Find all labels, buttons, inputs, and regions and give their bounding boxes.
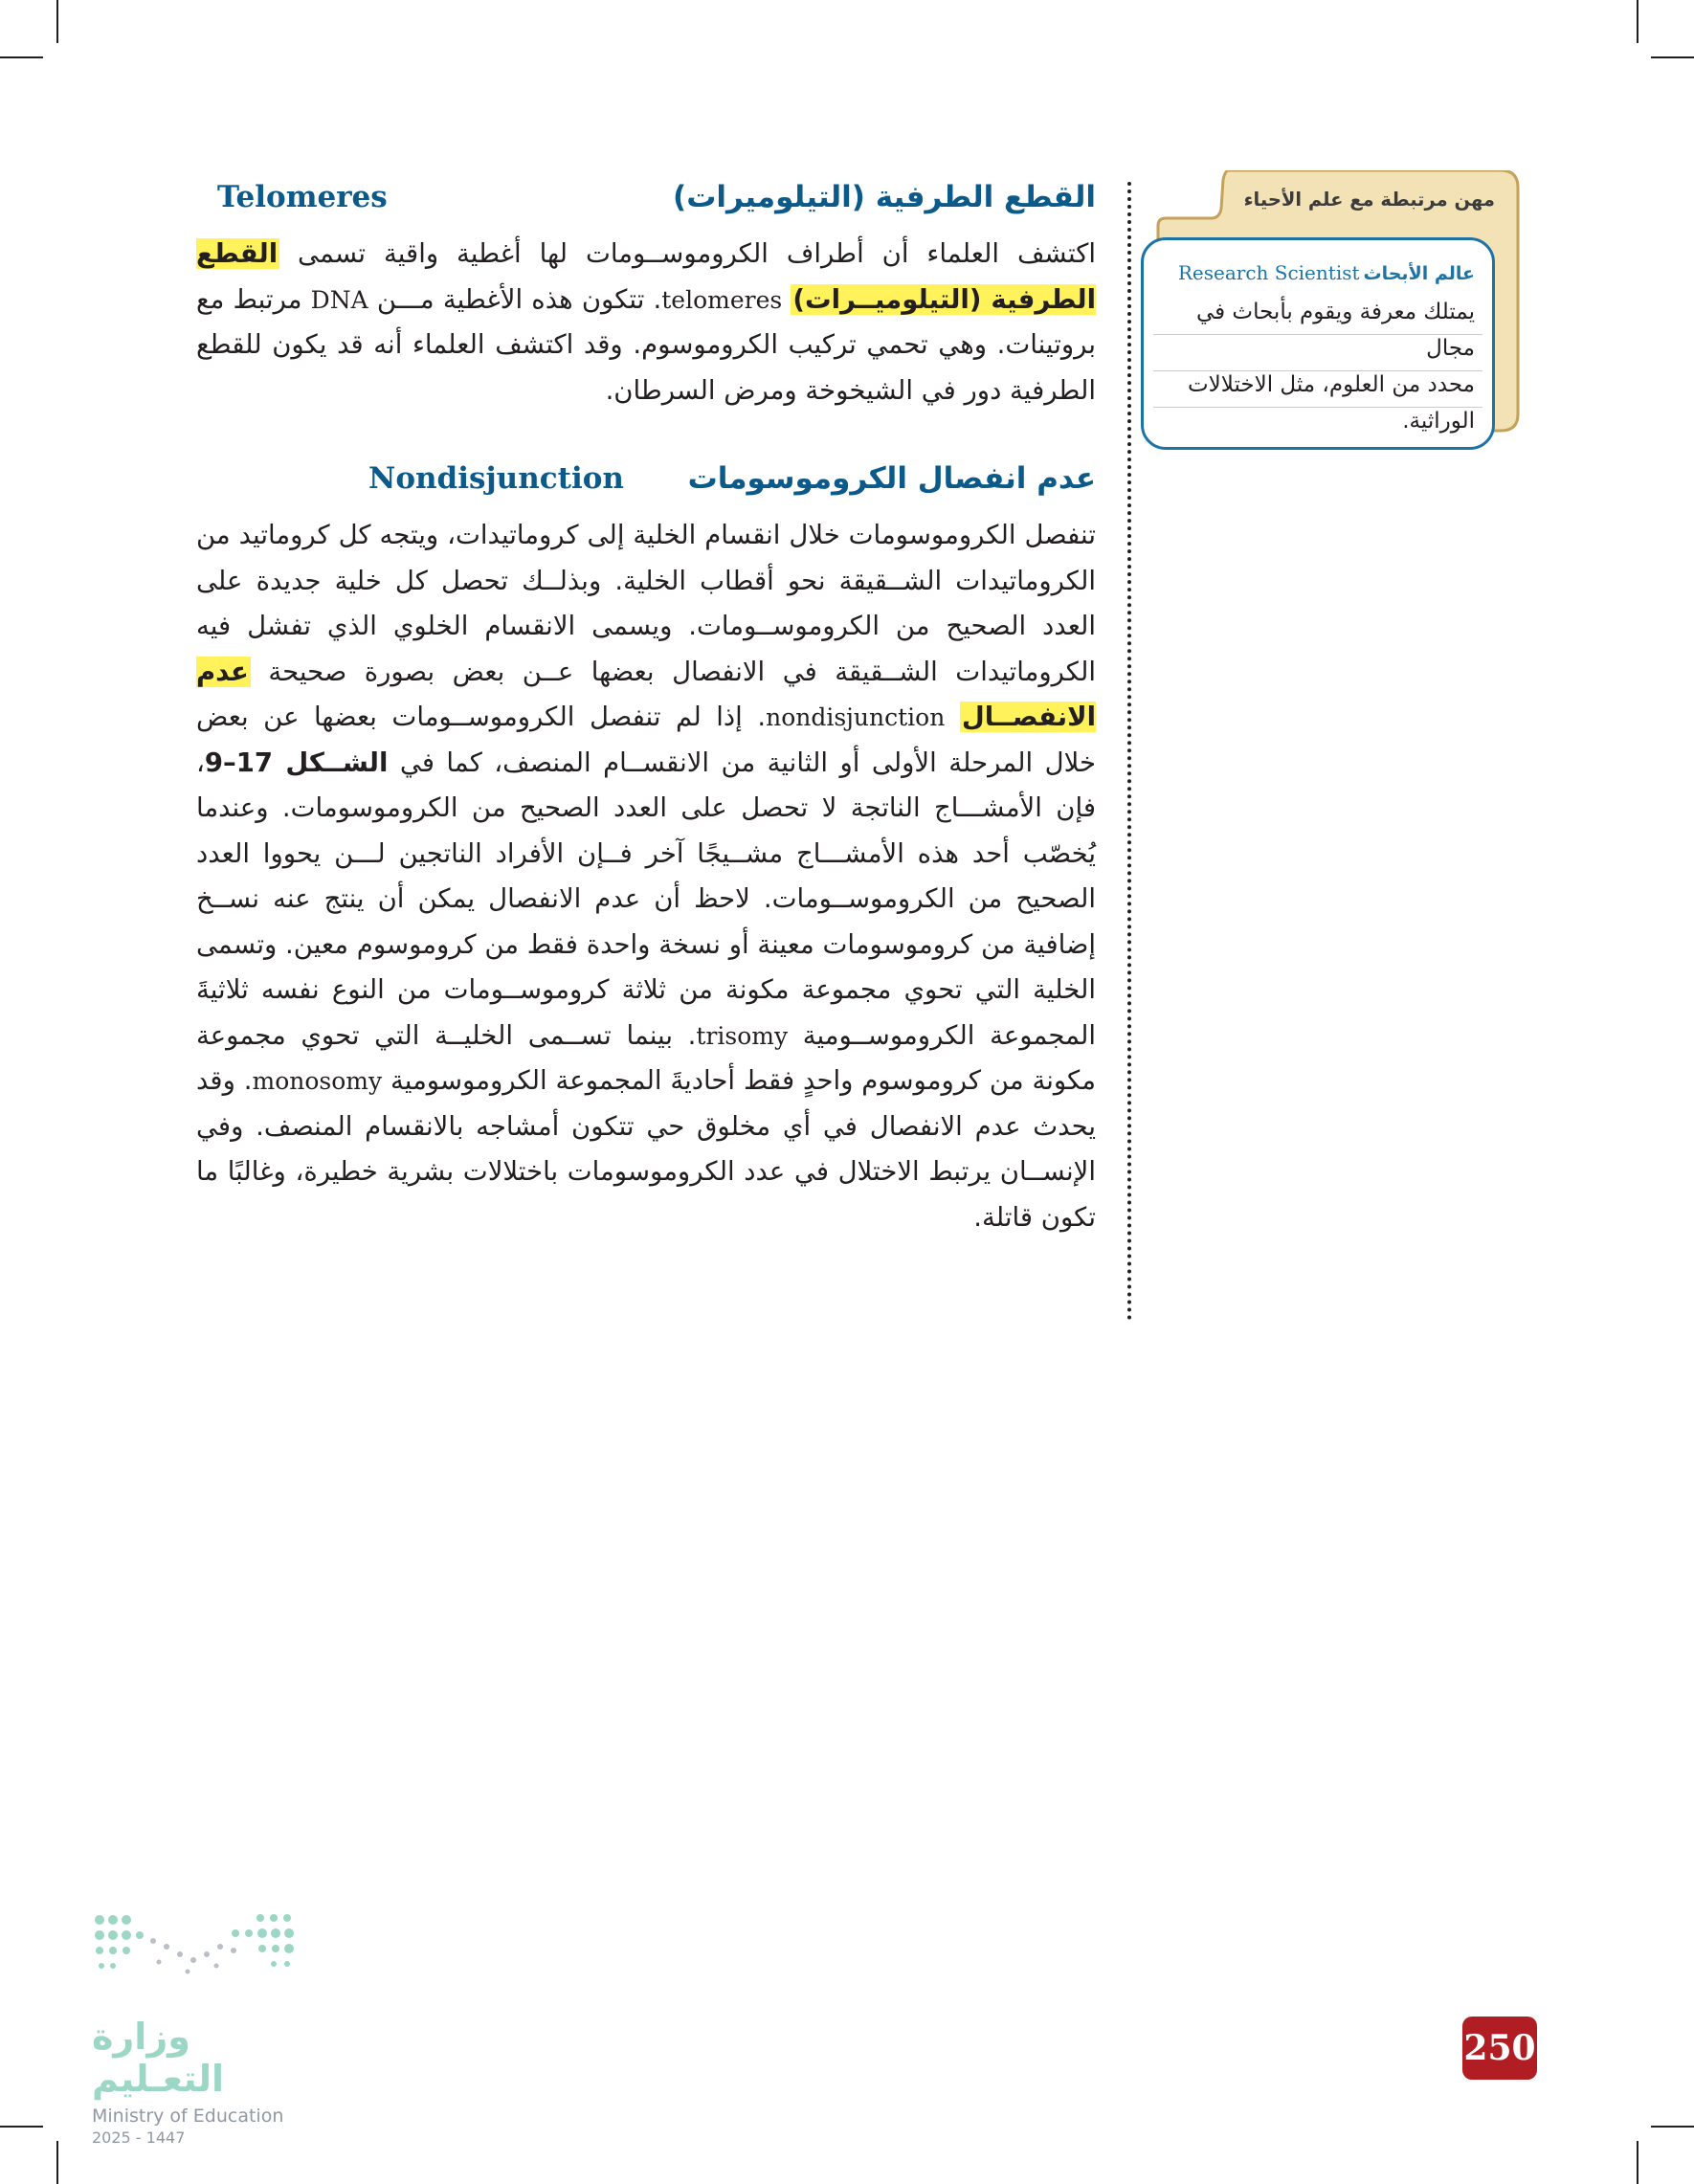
term-latin: telomeres bbox=[661, 285, 783, 314]
text-run: . بينما تســمى الخليــة التي تحوي مجموعة مكونة من كروموسوم واحدٍ فقط أحاديةَ المجموعة الكروموسومية bbox=[196, 1019, 1096, 1096]
text-run: اكتشف العلماء أن أطراف الكروموســومات لها أغطية واقية تسمى bbox=[279, 238, 1096, 269]
text-run: مرتبط مع بروتينات. وهي تحمي تركيب الكروموسوم. وقد اكتشف العلماء أنه قد يكون للقطع الطرفية دور في الشيخوخة ومرض السرطان. bbox=[196, 283, 1096, 406]
heading-en: Telomeres bbox=[217, 180, 388, 214]
crop-mark bbox=[0, 56, 43, 58]
key-term-highlight: القطع الطرفية (التيلوميــرات) bbox=[196, 238, 1096, 315]
career-title-en: Research Scientist bbox=[1177, 261, 1360, 284]
ministry-dots-icon bbox=[92, 1912, 302, 1981]
text-run: . وقد يحدث عدم الانفصال في أي مخلوق حي تتكون أمشاجه بالانقسام المنصف. وفي الإنســان يرتبط الاختلال في عدد الكروموسومات باختلالات بشرية خطيرة، وغالبًا ما تكون قاتلة. bbox=[196, 1065, 1096, 1233]
sidebar-tab-label: مهن مرتبطة مع علم الأحياء bbox=[1243, 188, 1495, 211]
section-heading-telomeres bbox=[196, 170, 1096, 224]
career-line: الوراثية. bbox=[1402, 409, 1475, 434]
career-title bbox=[1153, 261, 1475, 284]
ministry-logo bbox=[92, 1912, 312, 2147]
figure-reference: الشــكل 17–9 bbox=[204, 747, 389, 778]
heading-ar: عدم انفصال الكروموسومات bbox=[687, 461, 1096, 496]
heading-en: Nondisjunction bbox=[368, 461, 624, 496]
key-term-highlight: عدم الانفصــال bbox=[196, 656, 1096, 732]
page-number-badge: 250 bbox=[1462, 2017, 1537, 2080]
crop-mark bbox=[1651, 2126, 1694, 2128]
career-description bbox=[1159, 294, 1475, 439]
crop-mark bbox=[1651, 56, 1694, 58]
ministry-name-en: Ministry of Education bbox=[92, 2106, 284, 2127]
ministry-name-ar: وزارة التعـليم bbox=[92, 2016, 225, 2100]
crop-mark bbox=[56, 0, 58, 43]
term-latin: DNA bbox=[310, 285, 368, 314]
academic-year: 2025 - 1447 bbox=[92, 2128, 186, 2147]
career-card bbox=[1141, 237, 1495, 450]
heading-ar: القطع الطرفية (التيلوميرات) bbox=[673, 180, 1096, 214]
telomeres-paragraph bbox=[196, 232, 1096, 413]
career-line: محدد من العلوم، مثل الاختلالات bbox=[1187, 372, 1475, 397]
career-title-ar: عالم الأبحاث bbox=[1363, 263, 1475, 284]
column-divider bbox=[1127, 182, 1131, 1321]
term-latin: nondisjunction bbox=[766, 703, 946, 731]
text-run: تنفصل الكروموسومات خلال انقسام الخلية إلى كروماتيدات، ويتجه كل كروماتيد من الكروماتيدات الشــقيقة نحو أقطاب الخلية. وبذلــك تحصل كل خلية جديدة على العدد الصحيح من الكروموســومات. ويسمى الانقسام الخلوي الذي تفشل فيه الكروماتيدات الشــقيقة في الانفصال بعضها عــن بعض بصورة صحيحة bbox=[196, 520, 1096, 687]
career-line: يمتلك معرفة ويقوم بأبحاث في مجال bbox=[1195, 300, 1475, 361]
text-run: . إذا لم تنفصل الكروموســومات بعضها عن بعض خلال المرحلة الأولى أو الثانية من الانقســام المنصف، كما في bbox=[196, 702, 1097, 778]
text-run: . تتكون هذه الأغطية مـــن bbox=[368, 283, 662, 315]
nondisjunction-paragraph bbox=[196, 513, 1096, 1240]
section-heading-nondisjunction bbox=[196, 452, 1096, 505]
crop-mark bbox=[56, 2141, 58, 2184]
term-latin: trisomy bbox=[696, 1021, 789, 1050]
crop-mark bbox=[1637, 2141, 1638, 2184]
term-latin: monosomy bbox=[252, 1067, 383, 1095]
crop-mark bbox=[1637, 0, 1638, 43]
main-content bbox=[196, 170, 1096, 1240]
crop-mark bbox=[0, 2126, 43, 2128]
text-run: ، فإن الأمشـــاج الناتجة لا تحصل على العدد الصحيح من الكروموسومات. وعندما يُخصّب أحد هذه الأمشـــاج مشــيجًا آخر فــإن الأفراد الناتجين لـــن يحووا العدد الصحيح من الكروموســومات. لاحظ أن عدم الانفصال يمكن أن ينتج عنه نســخ إضافية من كروموسومات معينة أو نسخة واحدة فقط من كروموسوم معين. وتسمى الخلية التي تحوي مجموعة مكونة من ثلاثة كروموســومات من النوع نفسه ثلاثيةَ المجموعة الكروموســومية bbox=[196, 747, 1097, 1051]
